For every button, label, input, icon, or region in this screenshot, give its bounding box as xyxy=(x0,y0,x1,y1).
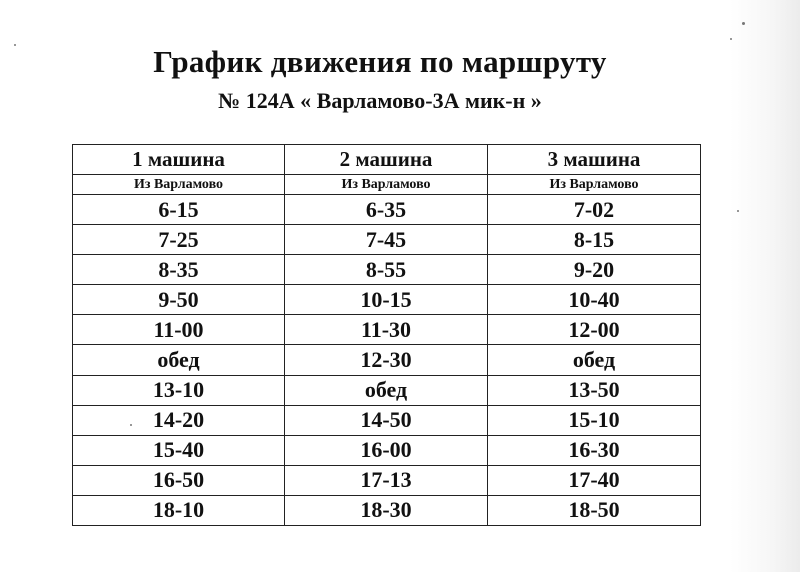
time-cell: 11-30 xyxy=(285,315,488,345)
time-cell: 18-50 xyxy=(488,495,701,525)
time-cell: 11-00 xyxy=(73,315,285,345)
time-cell: обед xyxy=(488,345,701,375)
column-subheader-origin: Из Варламово xyxy=(285,175,488,195)
time-cell: 7-45 xyxy=(285,225,488,255)
time-cell: 14-20 xyxy=(73,405,285,435)
time-cell: обед xyxy=(285,375,488,405)
table-row xyxy=(73,195,701,225)
table-row xyxy=(73,465,701,495)
column-header-car-3: 3 машина xyxy=(488,145,701,175)
time-cell: 13-50 xyxy=(488,375,701,405)
route-subtitle: № 124А « Варламово-3А мик-н » xyxy=(218,88,542,113)
time-cell: 12-00 xyxy=(488,315,701,345)
time-cell: 12-30 xyxy=(285,345,488,375)
column-header-car-2: 2 машина xyxy=(285,145,488,175)
time-cell: 9-50 xyxy=(73,285,285,315)
table-row xyxy=(73,225,701,255)
time-cell: 6-35 xyxy=(285,195,488,225)
time-cell: 14-50 xyxy=(285,405,488,435)
time-cell: обед xyxy=(73,345,285,375)
scan-speck xyxy=(730,38,732,40)
time-cell: 10-15 xyxy=(285,285,488,315)
table-row xyxy=(73,435,701,465)
header-row-cars xyxy=(73,145,701,175)
time-cell: 8-15 xyxy=(488,225,701,255)
time-cell: 7-25 xyxy=(73,225,285,255)
time-cell: 18-30 xyxy=(285,495,488,525)
table-row xyxy=(73,255,701,285)
table-row xyxy=(73,345,701,375)
time-cell: 6-15 xyxy=(73,195,285,225)
time-cell: 13-10 xyxy=(73,375,285,405)
time-cell: 7-02 xyxy=(488,195,701,225)
column-subheader-origin: Из Варламово xyxy=(73,175,285,195)
scan-shadow-edge xyxy=(730,0,800,572)
time-cell: 9-20 xyxy=(488,255,701,285)
time-cell: 16-50 xyxy=(73,465,285,495)
time-cell: 16-30 xyxy=(488,435,701,465)
time-cell: 8-35 xyxy=(73,255,285,285)
time-cell: 15-40 xyxy=(73,435,285,465)
time-cell: 15-10 xyxy=(488,405,701,435)
time-cell: 16-00 xyxy=(285,435,488,465)
schedule-table xyxy=(72,144,701,526)
scan-speck xyxy=(742,22,745,25)
table-row xyxy=(73,285,701,315)
document-title: График движения по маршруту xyxy=(153,44,607,79)
time-cell: 8-55 xyxy=(285,255,488,285)
table-row xyxy=(73,375,701,405)
time-cell: 18-10 xyxy=(73,495,285,525)
table-row xyxy=(73,315,701,345)
column-header-car-1: 1 машина xyxy=(73,145,285,175)
time-cell: 17-13 xyxy=(285,465,488,495)
table-row xyxy=(73,405,701,435)
time-cell: 17-40 xyxy=(488,465,701,495)
scan-speck xyxy=(737,210,739,212)
time-cell: 10-40 xyxy=(488,285,701,315)
column-subheader-origin: Из Варламово xyxy=(488,175,701,195)
scan-speck xyxy=(14,44,16,46)
header-row-origin xyxy=(73,175,701,195)
table-row xyxy=(73,495,701,525)
